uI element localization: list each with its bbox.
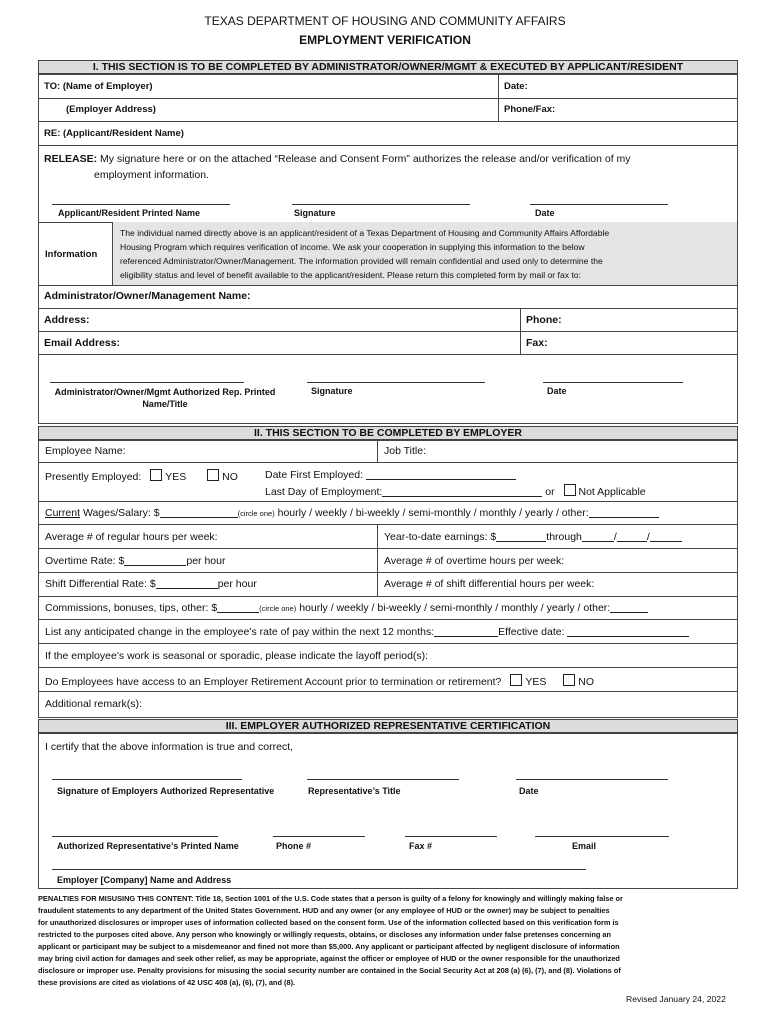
section-3-box: [38, 733, 738, 889]
information-label: Information: [45, 249, 98, 260]
rep-email-line[interactable]: [535, 836, 669, 837]
admin-email-field[interactable]: Email Address:: [44, 337, 121, 349]
rep-phone-line[interactable]: [273, 836, 365, 837]
date-first-employed-field[interactable]: Date First Employed:: [265, 469, 516, 481]
rep-title-line[interactable]: [307, 779, 459, 780]
phone-fax-field[interactable]: Phone/Fax:: [504, 104, 556, 115]
information-text: The individual named directly above is an applicant/resident of a Texas Department of Housing and Community Affairs Affordable Housing Program which requires verification of income. We ask your cooperation in supplying this information to the below referenced Administrator/Owner/Management. The information provided will remain confidential and used only to determine the eligibility status and level of benefit available to the applicant/resident. Please return this completed form by mail or fax to:: [120, 228, 610, 280]
rep-title-label: Representative’s Title: [308, 786, 401, 796]
certify-statement: I certify that the above information is true and correct,: [45, 741, 294, 753]
avg-overtime-hours-field[interactable]: Average # of overtime hours per week:: [384, 555, 565, 567]
retirement-account-row: Do Employees have access to an Employer Retirement Account prior to termination or retirement? YES NO: [45, 676, 594, 688]
rep-signature-line[interactable]: [52, 779, 242, 780]
rep-fax-line[interactable]: [405, 836, 497, 837]
rep-fax-label: Fax #: [409, 841, 433, 851]
applicant-signature-label: Signature: [294, 208, 336, 218]
admin-date-line[interactable]: [543, 382, 683, 383]
employee-name-field[interactable]: Employee Name:: [45, 445, 126, 457]
admin-name-field[interactable]: Administrator/Owner/Management Name:: [44, 290, 251, 302]
rep-printed-name-label: Authorized Representative’s Printed Name: [57, 841, 239, 851]
applicant-signature-line[interactable]: [292, 204, 470, 205]
admin-phone-field[interactable]: Phone:: [526, 314, 562, 326]
release-statement: RELEASE: My signature here or on the attached “Release and Consent Form” authorizes the release and/or verification of my employment information.: [44, 153, 631, 181]
additional-remarks-field[interactable]: Additional remark(s):: [45, 698, 142, 710]
retirement-no-checkbox[interactable]: [563, 674, 575, 686]
applicant-name-line[interactable]: [52, 204, 230, 205]
shift-differential-rate-field[interactable]: Shift Differential Rate: $ per hour: [45, 578, 257, 590]
section-2-heading: II. THIS SECTION TO BE COMPLETED BY EMPLOYER: [38, 426, 738, 440]
employed-yes-checkbox[interactable]: [150, 469, 162, 481]
admin-signature-label: Signature: [311, 386, 353, 396]
commissions-field[interactable]: Commissions, bonuses, tips, other: $ (circle one) hourly / weekly / bi-weekly / semi-monthly / monthly / yearly / other:: [45, 602, 648, 614]
applicant-name-label: Applicant/Resident Printed Name: [58, 208, 201, 218]
applicant-date-line[interactable]: [530, 204, 668, 205]
rep-printed-name-line[interactable]: [52, 836, 218, 837]
company-name-line[interactable]: [52, 869, 586, 870]
re-field[interactable]: RE: (Applicant/Resident Name): [44, 128, 184, 139]
rep-date-line[interactable]: [516, 779, 668, 780]
wages-salary-field[interactable]: Current Wages/Salary: $ (circle one) hourly / weekly / bi-weekly / semi-monthly / monthly / yearly / other:: [45, 507, 659, 519]
admin-printed-name-label: Administrator/Owner/Mgmt Authorized Rep. Printed Name/Title: [54, 387, 276, 409]
not-applicable-checkbox[interactable]: [564, 484, 576, 496]
avg-shift-hours-field[interactable]: Average # of shift differential hours per week:: [384, 578, 595, 590]
revised-date: Revised January 24, 2022: [626, 994, 726, 1004]
admin-fax-field[interactable]: Fax:: [526, 337, 548, 349]
overtime-rate-field[interactable]: Overtime Rate: $ per hour: [45, 555, 226, 567]
company-name-label: Employer [Company] Name and Address: [57, 875, 232, 885]
job-title-field[interactable]: Job Title:: [384, 445, 427, 457]
admin-printed-name-line[interactable]: [50, 382, 244, 383]
rep-date-label: Date: [519, 786, 539, 796]
admin-signature-line[interactable]: [307, 382, 485, 383]
anticipated-change-field[interactable]: List any anticipated change in the employee’s rate of pay within the next 12 months: Effective date:: [45, 626, 689, 638]
form-title: EMPLOYMENT VERIFICATION: [299, 33, 471, 47]
ytd-earnings-field[interactable]: Year-to-date earnings: $ through / /: [384, 531, 682, 543]
retirement-yes-checkbox[interactable]: [510, 674, 522, 686]
to-field[interactable]: TO: (Name of Employer): [44, 81, 153, 92]
employed-no-checkbox[interactable]: [207, 469, 219, 481]
penalties-notice: PENALTIES FOR MISUSING THIS CONTENT: Title 18, Section 1001 of the U.S. Code states that a person is guilty of a felony for knowingly and willingly making false or fraudulent statements to any department of the United States Government. HUD and any owner (or any employee of HUD or the owner) may be subject to penalties for unauthorized disclosures or improper uses of information collected based on the consent form. Use of the information collected based on this verification form is restricted to the purposes cited above. Any person who knowingly or willingly requests, obtains, or discloses any information under false pretenses concerning an applicant or participant may be subject to a misdemeanor and fined not more than $5,000. Any applicant or participant affected by negligent disclosure of information may bring civil action for damages and seek other relief, as may be appropriate, against the officer or employee of HUD or the owner responsible for the unauthorized disclosure or improper use. Penalty provisions for misusing the social security number are contained in the Social Security Act at 208 (a) (6), (7), and (8). Violations of these provisions are cited as violations of 42 USC 408 (a), (6), (7), and (8).: [38, 894, 623, 987]
employer-address-field[interactable]: (Employer Address): [66, 104, 156, 115]
seasonal-layoff-field[interactable]: If the employee’s work is seasonal or sporadic, please indicate the layoff period(s):: [45, 650, 429, 662]
date-field[interactable]: Date:: [504, 81, 528, 92]
last-day-employment-field[interactable]: Last Day of Employment: or Not Applicable: [265, 486, 646, 498]
avg-regular-hours-field[interactable]: Average # of regular hours per week:: [45, 531, 218, 543]
section-3-heading: III. EMPLOYER AUTHORIZED REPRESENTATIVE CERTIFICATION: [38, 719, 738, 733]
rep-signature-label: Signature of Employers Authorized Representative: [57, 786, 275, 796]
presently-employed-row: Presently Employed: YES NO: [45, 471, 238, 483]
admin-date-label: Date: [547, 386, 567, 396]
applicant-date-label: Date: [535, 208, 555, 218]
agency-title: TEXAS DEPARTMENT OF HOUSING AND COMMUNITY AFFAIRS: [204, 14, 566, 28]
admin-address-field[interactable]: Address:: [44, 314, 90, 326]
section-1-heading: I. THIS SECTION IS TO BE COMPLETED BY ADMINISTRATOR/OWNER/MGMT & EXECUTED BY APPLICANT/RESIDENT: [38, 60, 738, 74]
rep-email-label: Email: [572, 841, 597, 851]
rep-phone-label: Phone #: [276, 841, 312, 851]
